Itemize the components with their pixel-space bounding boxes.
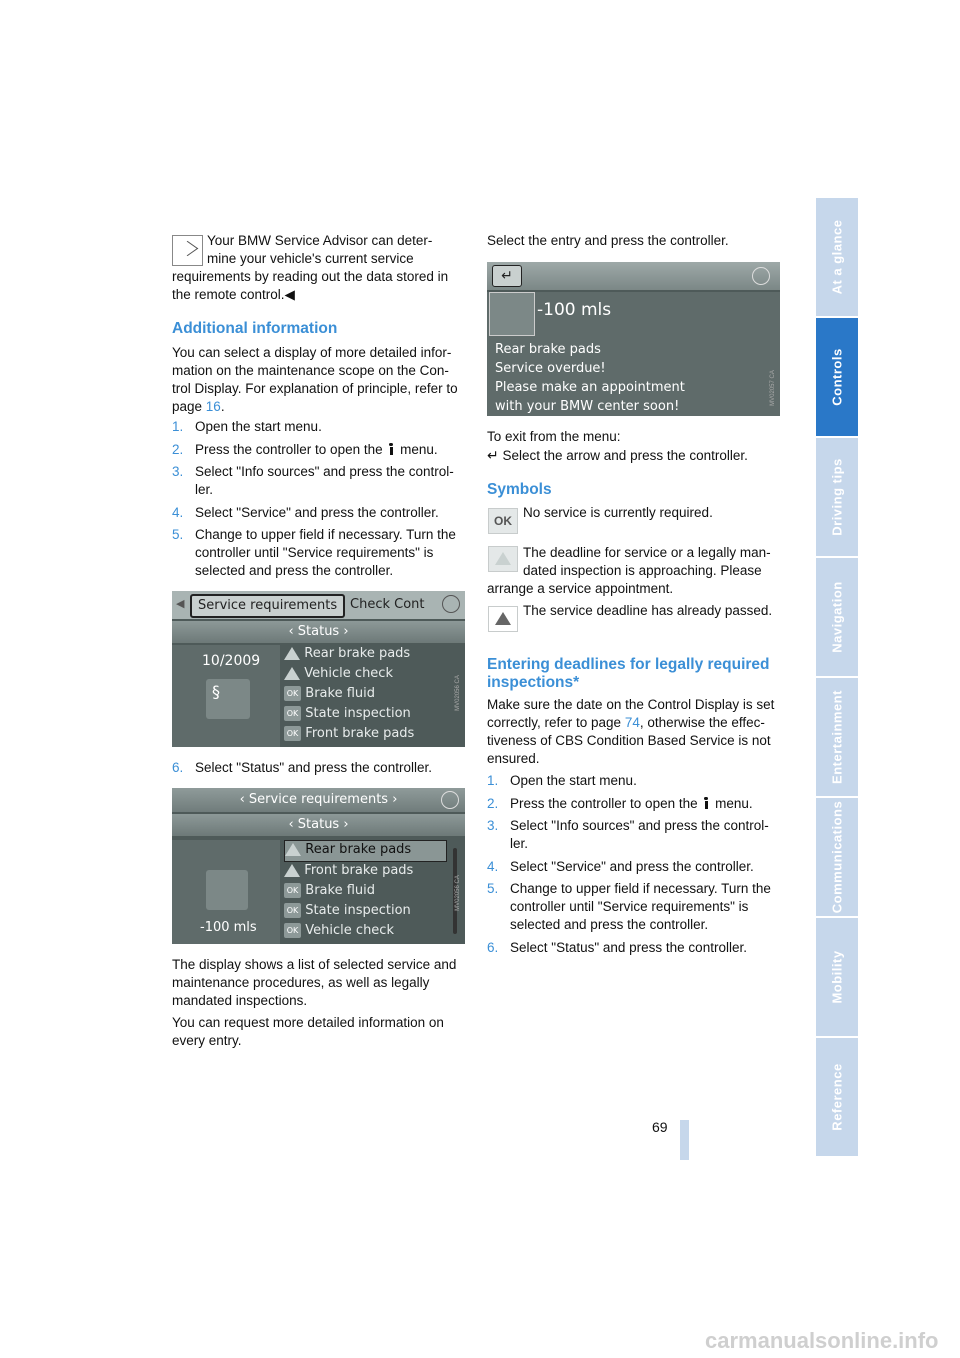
distance-panel: -100 mls bbox=[172, 840, 280, 944]
chapter-tabs bbox=[816, 198, 858, 1158]
menu-bar bbox=[487, 262, 780, 290]
control-display-screenshot-2 bbox=[172, 788, 465, 944]
list-item: Front brake pads bbox=[284, 862, 447, 882]
list-item-selected[interactable]: Rear brake pads bbox=[284, 840, 447, 862]
warning-icon bbox=[488, 546, 518, 572]
warning-icon bbox=[284, 864, 300, 877]
overdue-warning-icon bbox=[488, 606, 518, 632]
heading-additional-information: Additional information bbox=[172, 320, 338, 337]
list-item: 3. Select "Info sources" and press the control- ler. bbox=[487, 818, 769, 851]
warning-icon bbox=[285, 843, 301, 856]
note-text-head: Your BMW Service Advisor can deter- mine your vehicle's current service bbox=[207, 233, 433, 266]
steps-list-left bbox=[172, 418, 472, 585]
back-arrow-icon[interactable]: ↵ bbox=[492, 265, 522, 287]
ok-icon: OK bbox=[284, 923, 301, 938]
heading-entering-deadlines: Entering deadlines for legally required inspections* bbox=[487, 656, 770, 691]
page-marker bbox=[680, 1120, 689, 1160]
list-item: 1. Open the start menu. bbox=[172, 419, 322, 434]
brake-icon bbox=[206, 870, 248, 910]
list-item: OK Front brake pads bbox=[284, 725, 465, 745]
intro-paragraph: You can select a display of more detailed infor- mation on the maintenance scope on the Con- trol Display. For explanation of principle, refer to page 16. bbox=[172, 345, 458, 414]
ok-icon: OK bbox=[284, 706, 301, 721]
alert-icon bbox=[752, 267, 770, 285]
service-list bbox=[284, 645, 465, 745]
tab-controls[interactable]: Controls bbox=[816, 318, 858, 438]
tab-driving-tips[interactable]: Driving tips bbox=[816, 438, 858, 558]
symbol-overdue-text: The service deadline has already passed. bbox=[523, 603, 773, 618]
control-display-screenshot-1 bbox=[172, 591, 465, 747]
list-item: 6. Select "Status" and press the controller. bbox=[487, 939, 747, 955]
note-text-tail: requirements by reading out the data stored in the remote control.◀ bbox=[172, 269, 449, 302]
menu-bar: ◀ Service requirements Check Cont bbox=[172, 591, 465, 619]
ok-icon: OK bbox=[284, 726, 301, 741]
page-link-16[interactable]: 16 bbox=[205, 399, 221, 414]
list-item: Rear brake pads bbox=[284, 645, 465, 665]
ok-icon: OK bbox=[284, 903, 301, 918]
list-item: 2. Press the controller to open the menu. bbox=[487, 795, 753, 811]
deadlines-paragraph: Make sure the date on the Control Display is set correctly, refer to page 74, otherwise the effec- tiveness of CBS Condition Based Service is not ensured. bbox=[487, 697, 775, 766]
step-6-left bbox=[172, 759, 472, 782]
list-item: Vehicle check bbox=[284, 665, 465, 685]
info-icon bbox=[703, 797, 709, 809]
warning-icon bbox=[284, 647, 300, 660]
page-link-74[interactable]: 74 bbox=[624, 715, 640, 730]
tab-entertainment[interactable]: Entertainment bbox=[816, 678, 858, 798]
tab-mobility[interactable]: Mobility bbox=[816, 918, 858, 1038]
status-bar: ‹ Status › bbox=[172, 814, 465, 836]
list-item: 3. Select "Info sources" and press the control- ler. bbox=[172, 464, 454, 497]
tab-reference[interactable]: Reference bbox=[816, 1038, 858, 1158]
note-icon bbox=[172, 235, 203, 266]
symbol-approaching-text: The deadline for service or a legally man- dated inspection is approaching. Please bbox=[523, 545, 771, 578]
paragraph-request-info: You can request more detailed information on every entry. bbox=[172, 1015, 444, 1048]
list-item: OK Brake fluid bbox=[284, 882, 447, 902]
exit-text: ↵ Select the arrow and press the controller. bbox=[487, 447, 748, 463]
paragraph-display-shows: The display shows a list of selected service and maintenance procedures, as well as legally mandated inspections. bbox=[172, 957, 457, 1008]
list-item: 2. Press the controller to open the menu. bbox=[172, 441, 438, 457]
tab-navigation[interactable]: Navigation bbox=[816, 558, 858, 678]
image-code: MV02056 CA bbox=[454, 875, 461, 911]
list-item: 6. Select "Status" and press the controller. bbox=[172, 760, 432, 775]
image-code: MV02057 CA bbox=[769, 370, 776, 406]
list-item: OK Brake fluid bbox=[284, 685, 465, 705]
list-item: 4. Select "Service" and press the controller. bbox=[172, 504, 439, 520]
service-list bbox=[284, 840, 447, 942]
tab-at-a-glance[interactable]: At a glance bbox=[816, 198, 858, 318]
detail-panel: -100 mls Rear brake pads Service overdue! Please make an appointment with your BMW center soon! bbox=[487, 292, 780, 416]
select-entry-text: Select the entry and press the controller. bbox=[487, 233, 729, 248]
tab-check-control[interactable]: Check Cont bbox=[350, 597, 425, 612]
steps-list-right bbox=[487, 772, 787, 961]
list-item: OK State inspection bbox=[284, 705, 465, 725]
list-item: 5. Change to upper field if necessary. Turn the controller until "Service requirements" is selected and press the controller. bbox=[487, 881, 771, 932]
symbol-approaching-cont: arrange a service appointment. bbox=[487, 581, 674, 596]
page-number: 69 bbox=[652, 1119, 668, 1135]
inspection-icon: § bbox=[206, 679, 250, 719]
alert-icon bbox=[441, 791, 459, 809]
list-item: 5. Change to upper field if necessary. Turn the controller until "Service requirements" is selected and press the controller. bbox=[172, 527, 456, 578]
date-panel: 10/2009 § bbox=[172, 645, 280, 747]
ok-icon: OK bbox=[284, 883, 301, 898]
list-item: 4. Select "Service" and press the controller. bbox=[487, 858, 754, 874]
status-bar: ‹ Status › bbox=[172, 621, 465, 643]
info-icon bbox=[388, 443, 394, 455]
list-item: OK State inspection bbox=[284, 902, 447, 922]
symbol-ok-text: No service is currently required. bbox=[523, 505, 713, 520]
footer-watermark: carmanualsonline.info bbox=[705, 1328, 939, 1353]
ok-icon: OK bbox=[488, 508, 518, 534]
ok-icon: OK bbox=[284, 686, 301, 701]
tab-communications[interactable]: Communications bbox=[816, 798, 858, 918]
menu-bar: ‹ Service requirements › bbox=[172, 788, 465, 812]
back-arrow-icon: ↵ bbox=[487, 447, 499, 463]
alert-icon bbox=[442, 595, 460, 613]
control-display-screenshot-3 bbox=[487, 262, 780, 416]
list-item: OK Vehicle check bbox=[284, 922, 447, 942]
heading-symbols: Symbols bbox=[487, 481, 552, 498]
exit-label: To exit from the menu: bbox=[487, 429, 621, 444]
list-item: 1. Open the start menu. bbox=[487, 773, 637, 788]
tab-service-requirements[interactable]: Service requirements bbox=[190, 594, 345, 618]
image-code: MV02056 CA bbox=[454, 675, 461, 711]
brake-icon bbox=[489, 292, 535, 336]
warning-icon bbox=[284, 667, 300, 680]
